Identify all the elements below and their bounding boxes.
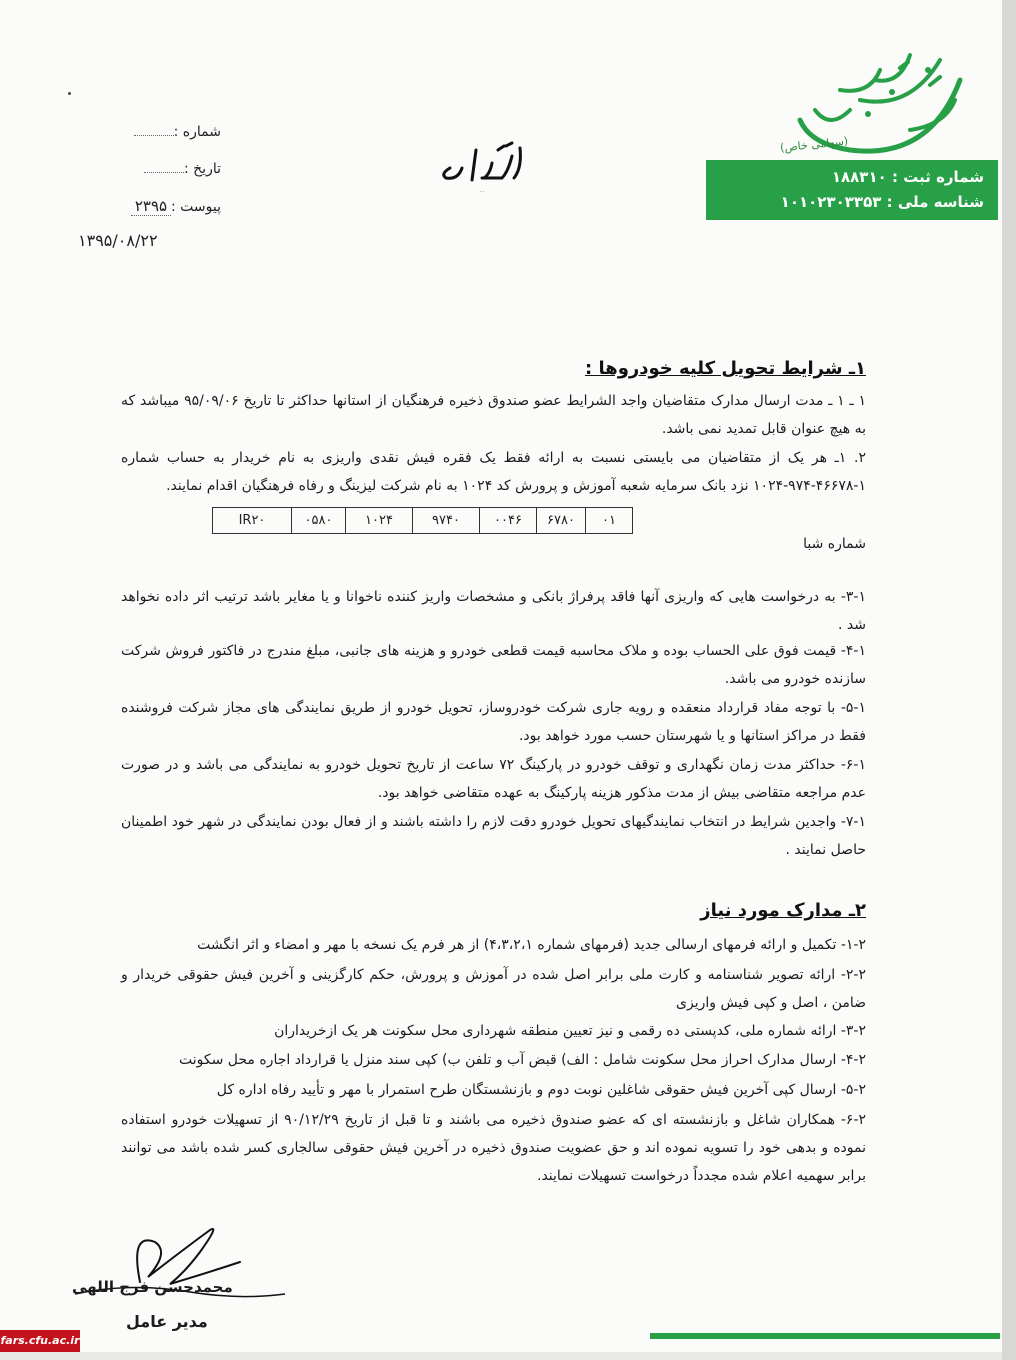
paragraph-text: ۴-۱- قیمت فوق علی الحساب بوده و ملاک محاسبه قیمت قطعی خودرو و هزینه های جانبی، مبلغ مندرج در فاکتور فروش شرکت سازنده خودرو می باشد.: [121, 643, 866, 687]
paragraph-text: ۲. ۱ـ هر یک از متقاضیان می بایستی نسبت به ارائه فقط یک فقره فیش نقدی واریزی به نام خریدار به حساب شماره ۱-۴۶۶۷۸-۹۷۴-۱۰۲۴ نزد بانک سرمایه شعبه آموزش و پرورش کد ۱۰۲۴ به نام شرکت لیزینگ و رفاه فرهنگیان اقدام نمایند.: [121, 450, 866, 494]
date-label: تاریخ :: [183, 161, 221, 177]
scan-speck: [68, 92, 71, 95]
signatory-name: محمدحسن فرج اللهی: [72, 1278, 233, 1296]
section1-heading: ۱ـ شرایط تحویل کلیه خودروها :: [585, 358, 866, 379]
section2-paragraph-1: [121, 931, 866, 959]
section2-paragraph-4: [121, 1046, 866, 1074]
basmala-calligraphy: [432, 138, 532, 193]
paragraph-text: ۷-۱- واجدین شرایط در انتخاب نمایندگیهای تحویل خودرو دقت لازم را داشته باشند و از فعال بودن نمایندگی در شهر خود اطمینان حاصل نمایند .: [121, 814, 866, 858]
national-id: شناسه ملی : ۱۰۱۰۲۳۰۳۳۵۳: [780, 193, 984, 211]
sheba-label-text: شماره شبا: [803, 536, 866, 552]
section2-paragraph-3: [121, 1017, 866, 1045]
paragraph-text: ۵-۲- ارسال کپی آخرین فیش حقوقی شاغلین نوبت دوم و بازنشستگان طرح استمرار با مهر و تأیید رفاه اداره کل: [216, 1082, 866, 1098]
sheba-cell: ۰۵۸۰: [292, 508, 346, 534]
company-id-box: [706, 160, 998, 220]
section2-paragraph-6: [121, 1106, 866, 1190]
sheba-label: [121, 530, 866, 558]
paragraph-text: ۶-۱- حداکثر مدت زمان نگهداری و توقف خودرو در پارکینگ ۷۲ ساعت از تاریخ تحویل خودرو به نمایندگی می باشد و در صورت عدم مراجعه متقاضی بیش از مدت مذکور هزینه پارکینگ به عهده متقاضی خواهد بود.: [121, 757, 866, 801]
paragraph-text: ۱-۲- تکمیل و ارائه فرمهای ارسالی جدید (فرمهای شماره ۴،۳،۲،۱) از هر فرم یک نسخه با مهر و امضاء و اثر انگشت: [197, 937, 866, 953]
section1-paragraph-1: [121, 387, 866, 443]
signatory-title: مدیر عامل: [126, 1312, 208, 1331]
sheba-cell: ۰۱: [586, 508, 633, 534]
registration-number: شماره ثبت : ۱۸۸۳۱۰: [831, 168, 984, 186]
sheba-cell: ۰۰۴۶: [480, 508, 537, 534]
company-logo: [760, 40, 970, 180]
sheba-cell: ۶۷۸۰: [537, 508, 586, 534]
paragraph-text: ۳-۱- به درخواست هایی که واریزی آنها فاقد پرفراژ بانکی و مشخصات واریز کننده ناخوانا و یا مغایر باشد ترتیب اثر داده نخواهد شد .: [121, 589, 866, 633]
paragraph-text: ۴-۲- ارسال مدارک احراز محل سکونت شامل : الف) قبض آب و تلفن ب) کپی سند منزل یا قرارداد اجاره محل سکونت: [178, 1052, 866, 1068]
section2-paragraph-2: [121, 961, 866, 1017]
section1-paragraph-4: [121, 637, 866, 693]
section1-paragraph-2: [121, 444, 866, 500]
section1-paragraph-3: [121, 583, 866, 639]
attachment-value: ۲۳۹۵: [131, 197, 171, 216]
logo-caption: (سهامی خاص): [779, 134, 849, 155]
section1-paragraph-5: [121, 694, 866, 750]
sheba-cell: ۹۷۴۰: [413, 508, 480, 534]
section1-paragraph-7: [121, 808, 866, 864]
paragraph-text: ۱ ـ ۱ ـ مدت ارسال مدارک متقاضیان واجد الشرایط عضو صندوق ذخیره فرهنگیان از استانها حداکثر تا تاریخ ۹۵/۰۹/۰۶ میباشد که به هیچ عنوان قابل تمدید نمی باشد.: [121, 393, 866, 437]
paragraph-text: ۳-۲- ارائه شماره ملی، کدپستی ده رقمی و نیز تعیین منطقه شهرداری محل سکونت هر یک ازخریداران: [274, 1023, 866, 1039]
section2-paragraph-5: [121, 1076, 866, 1104]
basmala-text: باسمه تعالی: [479, 192, 485, 193]
section1-paragraph-6: [121, 751, 866, 807]
sheba-cell: ۱۰۲۴: [346, 508, 413, 534]
paragraph-text: ۵-۱- با توجه مفاد قرارداد منعقده و رویه جاری شرکت خودروساز، تحویل خودرو از طریق نمایندگی های مجاز شرکت فروشنده فقط در مراکز استانها و یا شهرستان حسب مورد خواهد بود.: [121, 700, 866, 744]
scan-edge: [1002, 0, 1016, 1360]
attachment-label: پیوست :: [171, 199, 221, 215]
number-label: شماره :: [173, 124, 221, 140]
paragraph-text: ۶-۲- همکاران شاغل و بازنشسته ای که عضو صندوق ذخیره می باشند و تا قبل از تاریخ ۹۰/۱۲/۲۹ از تسهیلات خودرو استفاده نموده و بدهی خود را تسویه نموده اند و حق عضویت صندوق ذخیره در آخرین فیش حقوقی سالجاری کسر شده باشد می توانند برابر سهمیه اعلام شده مجدداً درخواست تسهیلات نمایند.: [121, 1112, 867, 1184]
sheba-cell: IR۲۰: [213, 508, 292, 534]
section2-heading: ۲ـ مدارک مورد نیاز: [700, 900, 866, 921]
letter-date: ۱۳۹۵/۰۸/۲۲: [78, 231, 158, 250]
site-watermark: fars.cfu.ac.ir: [0, 1330, 80, 1352]
number-field: [128, 124, 221, 140]
footer-green-line: [650, 1333, 1000, 1339]
attachment-field: [125, 197, 221, 216]
paragraph-text: ۲-۲- ارائه تصویر شناسنامه و کارت ملی برابر اصل شده در آموزش و پرورش، حکم کارگزینی و آخرین فیش حقوقی خریدار و ضامن ، اصل و کپی فیش واریزی: [121, 967, 866, 1011]
date-field: [138, 161, 221, 177]
